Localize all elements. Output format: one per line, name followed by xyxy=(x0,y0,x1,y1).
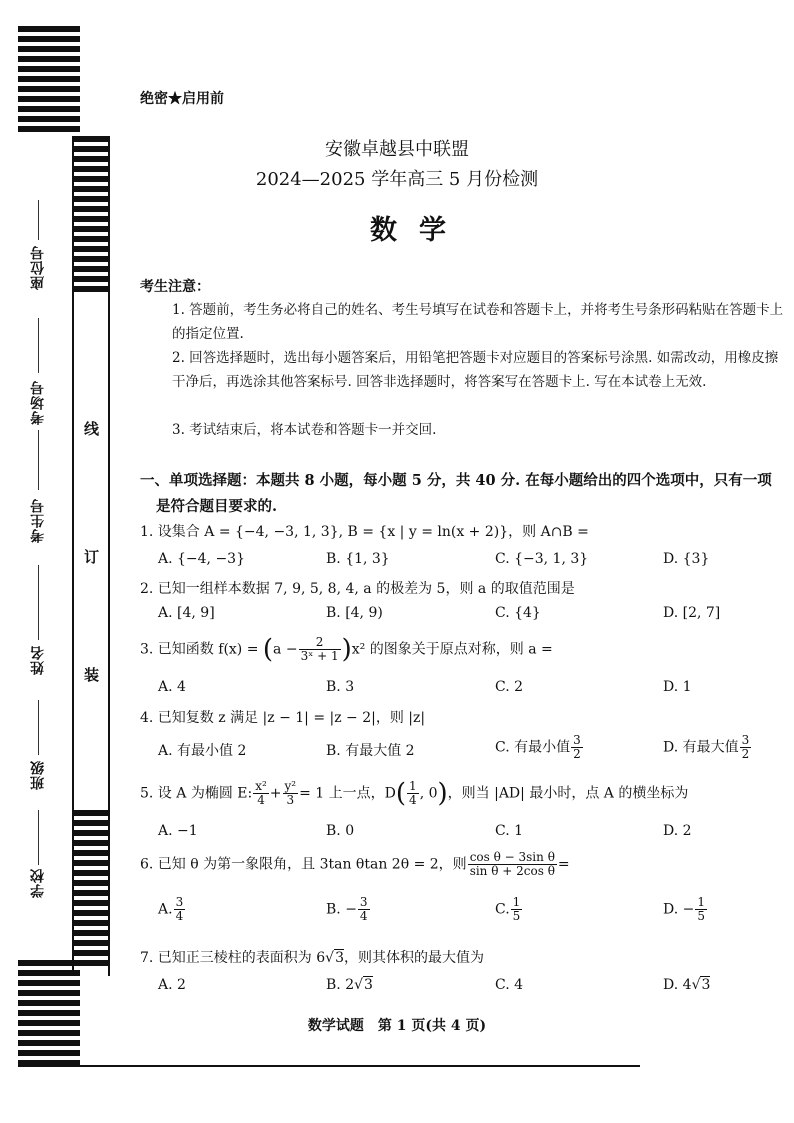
binding-stripe xyxy=(18,960,80,966)
binding-stripe xyxy=(74,870,108,876)
q7-d-radical: 3 xyxy=(701,977,711,993)
binding-stripe xyxy=(18,96,80,102)
notice-item-2: 2. 回答选择题时，选出每小题答案后，用铅笔把答题卡对应题目的答案标号涂黑. 如需改动，用橡皮擦干净后，再选涂其他答案标号. 回答非选择题时，将答案写在答题卡上. 写在本试卷上无效. xyxy=(172,350,779,390)
binding-stripe xyxy=(18,86,80,92)
binding-stripe xyxy=(74,880,108,886)
binding-stripe xyxy=(74,830,108,836)
q4-c-den: 2 xyxy=(573,747,581,761)
q5-pt-den: 4 xyxy=(409,793,417,807)
q7-prefix: 7. 已知正三棱柱的表面积为 6 xyxy=(140,950,326,966)
q6-d-den: 5 xyxy=(697,909,705,923)
q4-d-num: 3 xyxy=(741,733,750,747)
notice-heading: 考生注意： xyxy=(140,279,210,295)
q2-option-a: A. [4, 9] xyxy=(158,605,215,621)
field-room: 考场号 xyxy=(30,380,46,425)
q7-b-radical: 3 xyxy=(364,977,373,993)
binding-stripe xyxy=(74,820,108,826)
section-heading-line2: 是符合题目要求的. xyxy=(156,498,278,515)
field-class-line xyxy=(38,700,39,755)
q5-option-c: C. 1 xyxy=(495,823,524,839)
q7-suffix: ，则其体积的最大值为 xyxy=(344,950,485,966)
q7-option-c: C. 4 xyxy=(495,977,524,993)
q2-option-d: D. [2, 7] xyxy=(663,605,721,621)
binding-stripe xyxy=(18,56,80,62)
field-candidate-line xyxy=(38,430,39,490)
q3-lparen: ( xyxy=(262,634,274,665)
binding-stripe xyxy=(18,106,80,112)
q4-option-d xyxy=(663,734,752,761)
q7-d-label: D. xyxy=(663,977,683,993)
binding-stripe xyxy=(74,910,108,916)
q2-option-b: B. [4, 9) xyxy=(326,605,383,621)
binding-stripe xyxy=(74,810,108,816)
notice-item-1: 1. 答题前，考生务必将自己的姓名、考生号填写在试卷和答题卡上，并将考生号条形码粘贴在答题卡上的指定位置. xyxy=(172,302,784,342)
subject-title: 数学 xyxy=(370,215,468,246)
binding-line-right xyxy=(108,136,110,976)
secret-label: 绝密★启用前 xyxy=(140,91,224,107)
q6-a-fraction xyxy=(174,896,186,923)
binding-stripe xyxy=(74,900,108,906)
q6-option-c xyxy=(495,896,523,923)
binding-stripe xyxy=(18,1040,80,1046)
q6-c-fraction xyxy=(511,896,523,923)
q5-pt-num: 1 xyxy=(409,779,417,793)
field-room-line xyxy=(38,318,39,373)
field-name-line xyxy=(38,565,39,640)
binding-stripe xyxy=(74,940,108,946)
q7-radical: 3 xyxy=(335,950,345,966)
binding-stripe xyxy=(74,950,108,956)
q6-a-den: 4 xyxy=(175,909,184,923)
field-name: 姓名 xyxy=(30,645,46,675)
q4-d-den: 2 xyxy=(741,747,750,761)
q6-a-label: A. xyxy=(158,901,173,918)
binding-stripe xyxy=(18,980,80,986)
q4-d-fraction xyxy=(740,734,752,761)
q6-b-fraction xyxy=(358,896,370,923)
binding-stripe xyxy=(74,850,108,856)
binding-stripe xyxy=(18,36,80,42)
notice-item-3: 3. 考试结束后，将本试卷和答题卡一并交回. xyxy=(172,422,437,438)
binding-char-line: 线 xyxy=(84,420,100,438)
question-2: 2. 已知一组样本数据 7, 9, 5, 8, 4, a 的极差为 5，则 a 的取值范围是 xyxy=(140,581,575,597)
q5-fy-num: y² xyxy=(284,779,297,793)
q6-fraction xyxy=(468,851,557,878)
q3-frac-den: 3ˣ + 1 xyxy=(300,649,339,663)
q4-c-fraction xyxy=(571,734,583,761)
question-4: 4. 已知复数 z 满足 |z − 1| = |z − 2|，则 |z| xyxy=(140,710,426,726)
q3-frac-num: 2 xyxy=(299,636,341,650)
q6-d-num: 1 xyxy=(697,895,705,909)
binding-stripe xyxy=(74,286,108,292)
bottom-rule xyxy=(18,1065,640,1067)
q4-option-c xyxy=(495,734,584,761)
question-6 xyxy=(140,851,788,878)
binding-stripe xyxy=(74,276,108,282)
q6-frac-den: sin θ + 2cos θ xyxy=(469,864,555,878)
q1-option-a: A. {−4, −3} xyxy=(158,551,246,567)
q6-c-den: 5 xyxy=(512,909,521,923)
q5-frac-x xyxy=(253,780,269,807)
binding-stripe xyxy=(18,126,80,132)
exam-title: 2024—2025 学年高三 5 月份检测 xyxy=(255,169,539,190)
q3-rparen: ) xyxy=(341,634,352,665)
q5-mid: = 1 上一点，D xyxy=(299,785,396,802)
q6-b-den: 4 xyxy=(359,909,368,923)
q6-a-num: 3 xyxy=(175,895,184,909)
binding-char-staple: 订 xyxy=(84,548,100,566)
binding-stripe xyxy=(18,116,80,122)
binding-stripe xyxy=(74,930,108,936)
q4-c-num: 3 xyxy=(573,733,581,747)
q3-fraction xyxy=(299,636,341,663)
q5-fx-den: 4 xyxy=(257,793,265,807)
q4-option-a: A. 有最小值 2 xyxy=(158,743,247,759)
q6-option-b xyxy=(326,896,371,923)
binding-stripe xyxy=(74,256,108,262)
binding-stripe xyxy=(18,26,80,32)
q7-b-label: B. xyxy=(326,977,346,993)
binding-stripe xyxy=(18,1000,80,1006)
q5-pt-tail: , 0 xyxy=(419,785,438,802)
q7-option-b: B. 2√3 xyxy=(326,977,373,993)
page-footer: 数学试题 第 1 页(共 4 页) xyxy=(307,1018,487,1034)
q6-suffix: = xyxy=(557,856,570,873)
q3-option-c: C. 2 xyxy=(495,679,524,695)
field-seat: 座位号 xyxy=(30,245,46,290)
q5-option-b: B. 0 xyxy=(326,823,355,839)
binding-stripe xyxy=(18,990,80,996)
q5-option-a: A. −1 xyxy=(158,823,198,839)
q1-option-d: D. {3} xyxy=(663,551,710,567)
q6-c-label: C. xyxy=(495,901,510,918)
question-7: 7. 已知正三棱柱的表面积为 6√3，则其体积的最大值为 xyxy=(140,950,485,966)
q6-option-a xyxy=(158,896,186,923)
q6-frac-num: cos θ − 3sin θ xyxy=(469,850,555,864)
binding-stripe xyxy=(18,1050,80,1056)
q6-d-label: D. − xyxy=(663,901,695,918)
binding-stripe xyxy=(74,920,108,926)
q7-b-coef: 2 xyxy=(345,977,355,993)
q5-suffix: ，则当 |AD| 最小时，点 A 的横坐标为 xyxy=(447,785,689,802)
q6-b-label: B. − xyxy=(326,901,357,918)
q7-option-a: A. 2 xyxy=(158,977,186,993)
section-heading-line1: 一、单项选择题：本题共 8 小题，每小题 5 分，共 40 分. 在每小题给出的四个选项中，只有一项 xyxy=(140,472,772,489)
field-class: 班级 xyxy=(30,760,46,790)
binding-stripe xyxy=(74,890,108,896)
field-candidate: 考生号 xyxy=(30,498,46,543)
q3-option-a: A. 4 xyxy=(158,679,186,695)
q4-option-b: B. 有最大值 2 xyxy=(326,743,415,759)
q4-option-c-text: C. 有最小值 xyxy=(495,739,571,756)
binding-stripe xyxy=(18,970,80,976)
binding-line-left xyxy=(72,136,74,976)
binding-stripe xyxy=(18,46,80,52)
q6-d-fraction xyxy=(695,896,707,923)
q3-prefix: 3. 已知函数 f(x) = xyxy=(140,641,263,658)
q6-option-d xyxy=(663,896,708,923)
binding-char-bind: 装 xyxy=(84,666,100,684)
q1-option-c: C. {−3, 1, 3} xyxy=(495,551,589,567)
q6-prefix: 6. 已知 θ 为第一象限角，且 3tan θtan 2θ = 2，则 xyxy=(140,856,467,873)
q4-option-d-text: D. 有最大值 xyxy=(663,739,739,756)
field-school: 学校 xyxy=(30,868,46,898)
binding-stripe xyxy=(74,840,108,846)
question-5 xyxy=(140,780,788,807)
q2-option-c: C. {4} xyxy=(495,605,541,621)
section-heading xyxy=(140,468,788,520)
binding-stripe xyxy=(74,266,108,272)
binding-stripe xyxy=(74,860,108,866)
q3-suffix: x² 的图象关于原点对称，则 a = xyxy=(351,641,553,658)
q3-a: a − xyxy=(273,641,298,658)
q5-fx-num: x² xyxy=(255,779,267,793)
q5-frac-y xyxy=(283,780,299,807)
q1-option-b: B. {1, 3} xyxy=(326,551,390,567)
q7-option-d: D. 4√3 xyxy=(663,977,711,993)
q5-fy-den: 3 xyxy=(286,793,295,807)
q5-lparen: ( xyxy=(395,778,407,809)
q3-option-d: D. 1 xyxy=(663,679,692,695)
q6-b-num: 3 xyxy=(359,895,368,909)
q5-option-d: D. 2 xyxy=(663,823,692,839)
q5-plus: + xyxy=(269,785,282,802)
exam-organizer: 安徽卓越县中联盟 xyxy=(325,139,469,160)
question-3 xyxy=(140,636,788,663)
binding-stripe xyxy=(74,196,108,202)
q7-d-coef: 4 xyxy=(682,977,692,993)
q3-option-b: B. 3 xyxy=(326,679,355,695)
question-1: 1. 设集合 A = {−4, −3, 1, 3}, B = {x | y = ln(x + 2)}，则 A∩B = xyxy=(140,524,589,540)
q5-rparen: ) xyxy=(437,778,448,809)
q5-prefix: 5. 设 A 为椭圆 E: xyxy=(140,785,253,802)
binding-stripe xyxy=(18,76,80,82)
q5-point-x xyxy=(407,780,419,807)
q6-c-num: 1 xyxy=(512,895,521,909)
binding-stripe xyxy=(18,66,80,72)
field-school-line xyxy=(38,810,39,865)
